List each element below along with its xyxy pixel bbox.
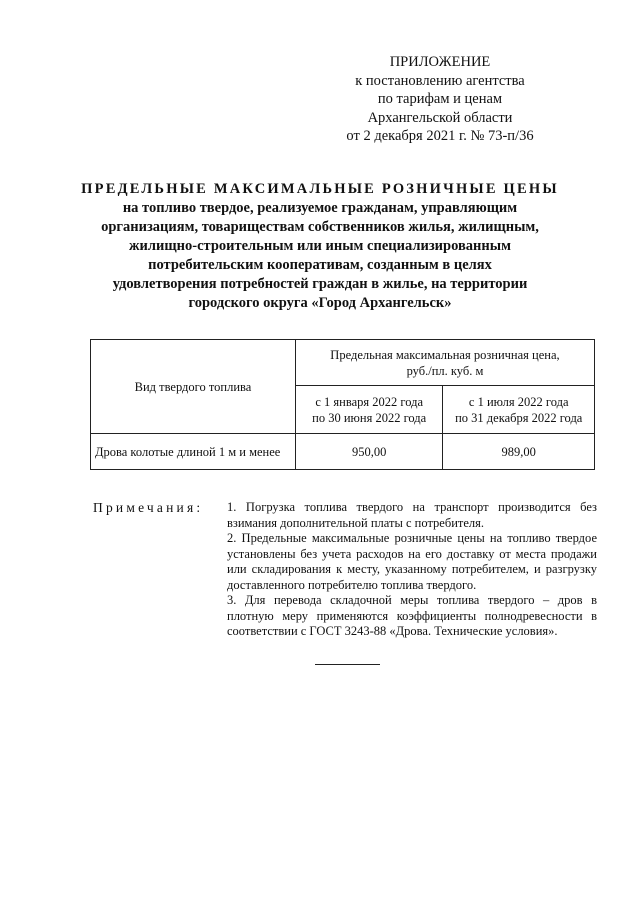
main-title: ПРЕДЕЛЬНЫЕ МАКСИМАЛЬНЫЕ РОЗНИЧНЫЕ ЦЕНЫ — [81, 181, 559, 197]
appendix-line: Архангельской области — [367, 109, 513, 126]
price-period-1-cell: 950,00 — [295, 434, 443, 470]
title-line: потребительским кооперативам, созданным в целях — [148, 257, 492, 273]
header-price-line: Предельная максимальная розничная цена, — [330, 347, 560, 362]
table-row — [91, 434, 595, 470]
period-1-end: по 30 июня 2022 года — [312, 410, 427, 425]
document-title — [60, 180, 580, 313]
note-item: 3. Для перевода складочной меры топлива твердого – дров в плотную меру применяются коэффициенты полнодревесности в соответствии с ГОСТ 3243-88 «Дрова. Технические условия». — [227, 593, 597, 638]
appendix-header — [320, 53, 560, 146]
appendix-title: ПРИЛОЖЕНИЕ — [389, 54, 491, 70]
note-item: 1. Погрузка топлива твердого на транспорт производится без взимания дополнительной платы с потребителя. — [227, 500, 597, 530]
title-line: жилищно-строительным или иным специализированным — [129, 238, 511, 254]
period-2-end: по 31 декабря 2022 года — [455, 410, 583, 425]
appendix-date-number: от 2 декабря 2021 г. № 73-п/36 — [346, 128, 534, 144]
closing-divider — [315, 664, 380, 665]
price-table — [90, 339, 595, 470]
title-line: городского округа «Город Архангельск» — [188, 295, 452, 311]
header-price-group — [295, 340, 594, 386]
appendix-line: по тарифам и ценам — [377, 91, 503, 107]
note-item: 2. Предельные максимальные розничные цены на топливо твердое установлены без учета расходов на его доставку от места продажи или складирования к месту, указанному потребителем, и разгрузку доставленного потребителю топлива твердого. — [227, 531, 597, 592]
header-period-2 — [443, 386, 595, 434]
title-line: удовлетворения потребностей граждан в жилье, на территории — [112, 276, 528, 292]
fuel-name-cell: Дрова колотые длиной 1 м и менее — [91, 434, 296, 470]
table-header-row — [91, 340, 595, 386]
notes-list — [227, 500, 597, 640]
appendix-line: к постановлению агентства — [355, 72, 525, 89]
header-period-1 — [295, 386, 443, 434]
notes-label: Примечания: — [93, 500, 204, 515]
title-line: организациям, товариществам собственников жилья, жилищным, — [101, 219, 539, 235]
period-1-start: с 1 января 2022 года — [315, 394, 424, 409]
period-2-start: с 1 июля 2022 года — [468, 394, 569, 409]
title-line: на топливо твердое, реализуемое гражданам, управляющим — [122, 200, 518, 216]
price-period-2-cell: 989,00 — [443, 434, 595, 470]
header-price-unit: руб./пл. куб. м — [406, 363, 484, 378]
header-fuel-type: Вид твердого топлива — [91, 340, 296, 434]
